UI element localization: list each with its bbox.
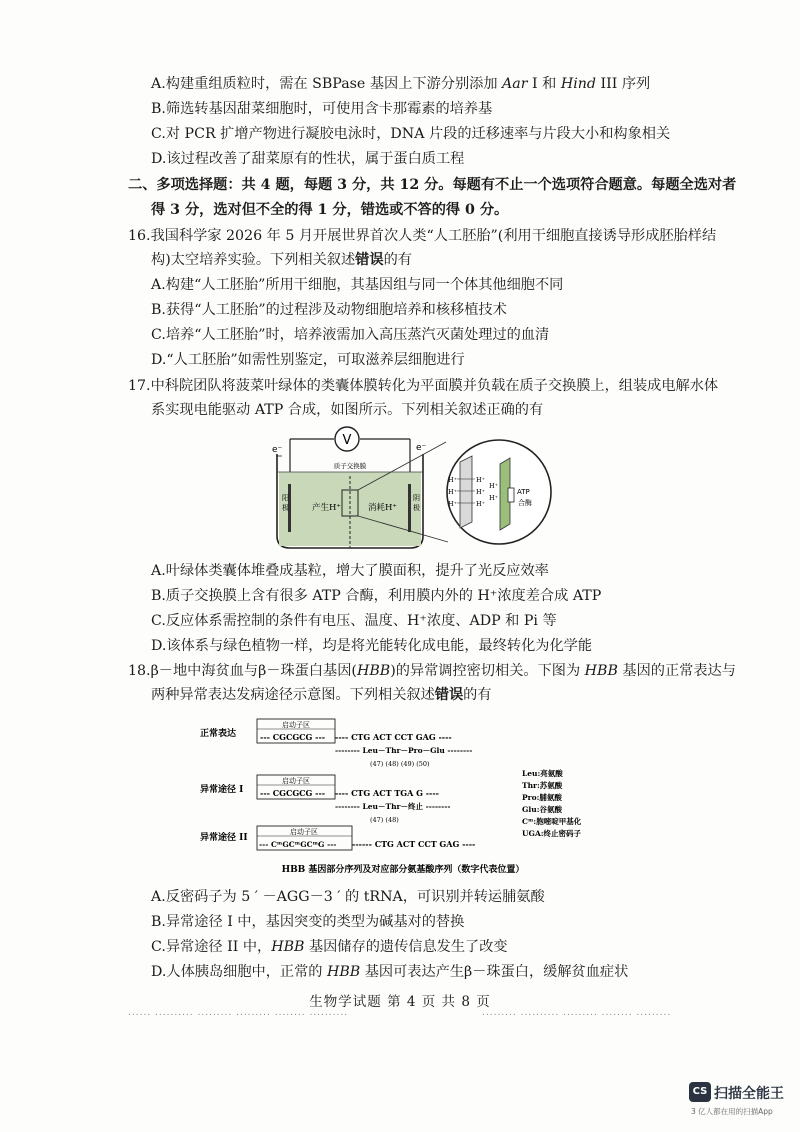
- camscanner-logo-icon: CS: [689, 1082, 711, 1102]
- svg-text:e⁻: e⁻: [416, 443, 427, 453]
- svg-text:异常途径 I: 异常途径 I: [200, 785, 244, 795]
- svg-text:------ CTG ACT CCT GAG ----: ------ CTG ACT CCT GAG ----: [352, 839, 476, 849]
- q17-option-b: B.质子交换膜上含有很多 ATP 合酶，利用膜内外的 H⁺浓度差合成 ATP: [151, 588, 602, 604]
- q17-option-d: D.该体系与绿色植物一样，均是将光能转化成电能，最终转化为化学能: [151, 638, 593, 654]
- svg-text:正常表达: 正常表达: [200, 729, 237, 739]
- q16-option-a: A.构建“人工胚胎”所用干细胞，其基因组与同一个体其他细胞不同: [151, 277, 564, 293]
- svg-text:极: 极: [282, 504, 289, 512]
- q18-stem-line2: 两种异常表达发病途径示意图。下列相关叙述错误的有: [151, 687, 492, 703]
- q15-option-c: C.对 PCR 扩增产物进行凝胶电泳时，DNA 片段的迁移速率与片段大小和构象相关: [151, 126, 671, 142]
- svg-text:H⁺: H⁺: [476, 476, 486, 484]
- scanner-app-name: 扫描全能王: [714, 1086, 784, 1102]
- svg-text:产生H⁺: 产生H⁺: [312, 503, 341, 513]
- svg-text:-------- Leu－Thr－终止 --------: -------- Leu－Thr－终止 --------: [335, 802, 451, 811]
- q17-stem-line2: 系实现电能驱动 ATP 合成，如图所示。下列相关叙述正确的有: [151, 402, 544, 418]
- svg-text:启动子区: 启动子区: [282, 721, 310, 729]
- svg-text:Leu:亮氨酸: Leu:亮氨酸: [522, 769, 563, 778]
- svg-text:Glu:谷氨酸: Glu:谷氨酸: [522, 805, 562, 814]
- svg-text:H⁺: H⁺: [489, 494, 499, 502]
- svg-text:UGA:终止密码子: UGA:终止密码子: [522, 829, 582, 838]
- scanner-tagline: 3 亿人都在用的扫描App: [691, 1107, 773, 1116]
- q16-option-d: D.“人工胚胎”如需性别鉴定，可取滋养层细胞进行: [151, 352, 465, 368]
- svg-text:极: 极: [413, 504, 420, 512]
- svg-text:合酶: 合酶: [518, 499, 532, 507]
- q16-option-c: C.培养“人工胚胎”时，培养液需加入高压蒸汽灭菌处理过的血清: [151, 327, 550, 343]
- q17-option-a: A.叶绿体类囊体堆叠成基粒，增大了膜面积，提升了光反应效率: [151, 563, 549, 579]
- svg-text:HBB 基因部分序列及对应部分氨基酸序列（数字代表位置）: HBB 基因部分序列及对应部分氨基酸序列（数字代表位置）: [281, 865, 525, 874]
- svg-text:--- CᵐGCᵐGCᵐG ---: --- CᵐGCᵐGCᵐG ---: [259, 840, 337, 849]
- svg-text:消耗H⁺: 消耗H⁺: [368, 503, 397, 513]
- footer-dots-right: ......... .......... ......... ........ .........: [482, 1008, 672, 1018]
- svg-text:V: V: [342, 433, 352, 448]
- scanner-watermark: [689, 1082, 787, 1122]
- svg-text:阳: 阳: [282, 494, 289, 502]
- svg-text:H⁺: H⁺: [476, 488, 486, 496]
- q16-stem-line1: 16.我国科学家 2026 年 5 月开展世界首次人类“人工胚胎”(利用干细胞直接诱导形成胚胎样结: [128, 228, 717, 244]
- svg-text:---- CTG ACT CCT GAG ----: ---- CTG ACT CCT GAG ----: [335, 732, 452, 742]
- svg-text:--- CGCGCG ---: --- CGCGCG ---: [260, 732, 326, 742]
- q15-option-a: A.构建重组质粒时，需在 SBPase 基因上下游分别添加 Aar I 和 Hind III 序列: [151, 76, 651, 92]
- footer-dots-left: ...... .......... ......... ......... ........ ..........: [128, 1008, 349, 1018]
- q17-option-c: C.反应体系需控制的条件有电压、温度、H⁺浓度、ADP 和 Pi 等: [151, 613, 557, 629]
- svg-text:启动子区: 启动子区: [282, 777, 310, 785]
- svg-text:H⁺: H⁺: [448, 476, 458, 484]
- svg-text:ATP: ATP: [517, 488, 530, 496]
- q16-option-b: B.获得“人工胚胎”的过程涉及动物细胞培养和核移植技术: [151, 302, 507, 318]
- q15-option-d: D.该过程改善了甜菜原有的性状，属于蛋白质工程: [151, 151, 465, 167]
- svg-text:H⁺: H⁺: [448, 488, 458, 496]
- hbb-gene-sequence-figure: [195, 714, 625, 874]
- svg-text:-------- Leu－Thr－Pro－Glu -----: -------- Leu－Thr－Pro－Glu --------: [335, 746, 473, 755]
- svg-text:启动子区: 启动子区: [290, 828, 318, 836]
- svg-text:e⁻: e⁻: [272, 445, 283, 455]
- svg-text:H⁺: H⁺: [476, 500, 486, 508]
- svg-text:---- CTG ACT TGA G ----: ---- CTG ACT TGA G ----: [335, 788, 439, 798]
- q18-option-b: B.异常途径 I 中，基因突变的类型为碱基对的替换: [151, 914, 465, 930]
- atp-synthase-icon: [508, 488, 514, 502]
- svg-text:异常途径 II: 异常途径 II: [200, 833, 248, 843]
- q18-stem-line1: 18.β－地中海贫血与β－珠蛋白基因(HBB)的异常调控密切相关。下图为 HBB 基因的正常表达与: [128, 663, 736, 679]
- q18-option-a: A.反密码子为 5 ′ －AGG－3 ′ 的 tRNA，可识别并转运脯氨酸: [151, 889, 545, 905]
- svg-text:H⁺: H⁺: [489, 482, 499, 490]
- section2-heading-line2: 得 3 分，选对但不全的得 1 分，错选或不答的得 0 分。: [151, 202, 509, 218]
- page-footer: 生物学试题 第 4 页 共 8 页: [309, 994, 491, 1010]
- electrolysis-cell-figure: [262, 424, 562, 554]
- section2-heading-line1: 二、多项选择题：共 4 题，每题 3 分，共 12 分。每题有不止一个选项符合题意。每题全选对者: [128, 177, 737, 193]
- q17-stem-line1: 17.中科院团队将菠菜叶绿体的类囊体膜转化为平面膜并负载在质子交换膜上，组装成电解水体: [128, 378, 719, 394]
- svg-text:Cᵐ:胞嘧啶甲基化: Cᵐ:胞嘧啶甲基化: [522, 817, 582, 826]
- svg-text:Thr:苏氨酸: Thr:苏氨酸: [522, 781, 563, 790]
- svg-text:阴: 阴: [413, 494, 420, 502]
- svg-text:(47) (48) (49) (50): (47) (48) (49) (50): [370, 760, 430, 768]
- svg-text:H⁺: H⁺: [448, 500, 458, 508]
- q15-option-b: B.筛选转基因甜菜细胞时，可使用含卡那霉素的培养基: [151, 101, 493, 117]
- q18-option-c: C.异常途径 II 中，HBB 基因储存的遗传信息发生了改变: [151, 939, 508, 955]
- svg-text:(47) (48): (47) (48): [370, 816, 399, 824]
- q16-stem-line2: 构)太空培养实验。下列相关叙述错误的有: [151, 252, 412, 268]
- svg-text:质子交换膜: 质子交换膜: [333, 462, 367, 470]
- svg-text:--- CGCGCG ---: --- CGCGCG ---: [260, 788, 326, 798]
- svg-text:Pro:脯氨酸: Pro:脯氨酸: [522, 793, 562, 802]
- q18-option-d: D.人体胰岛细胞中，正常的 HBB 基因可表达产生β－珠蛋白，缓解贫血症状: [151, 964, 629, 980]
